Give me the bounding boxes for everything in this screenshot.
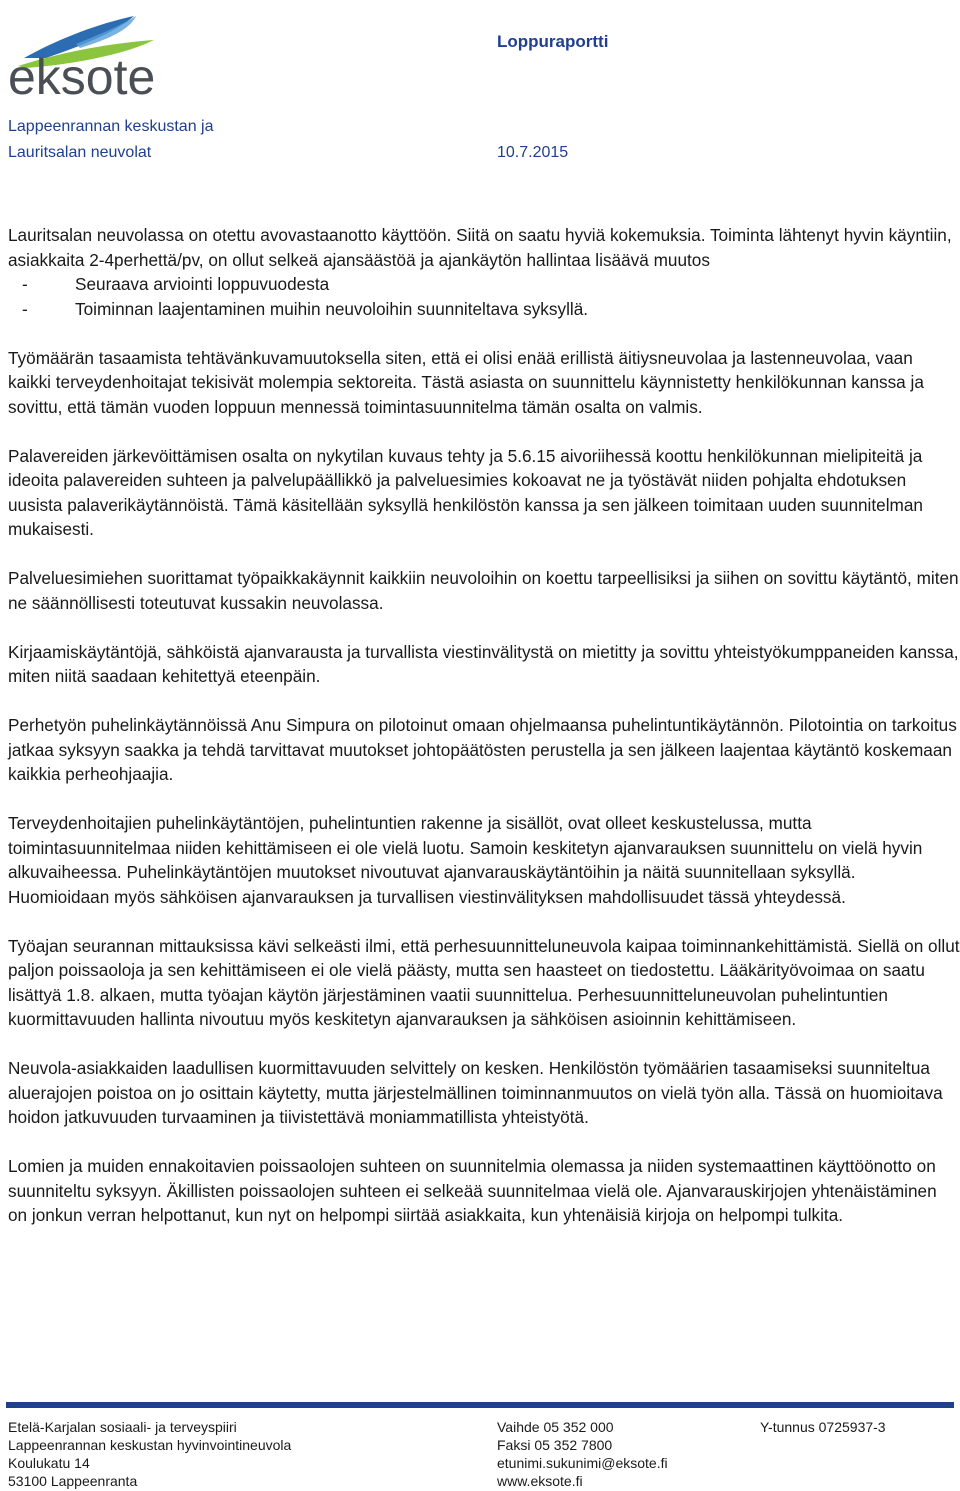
footer-website: www.eksote.fi	[497, 1473, 583, 1489]
footer-email: etunimi.sukunimi@eksote.fi	[497, 1455, 668, 1471]
footer-line: Lappeenrannan keskustan hyvinvointineuvola	[8, 1437, 292, 1453]
document-date: 10.7.2015	[497, 144, 569, 161]
unit-name-line2: Lauritsalan neuvolat	[8, 144, 152, 161]
footer-line: Koulukatu 14	[8, 1455, 90, 1471]
footer-divider	[6, 1402, 954, 1408]
footer-phone: Vaihde 05 352 000	[497, 1419, 614, 1435]
paragraph-palaverit: Palavereiden järkevöittämisen osalta on nykytilan kuvaus tehty ja 5.6.15 aivoriihessä koottu henkilökunnan mielipiteitä ja ideoita palavereiden suhteen ja palvelupäällikkö ja palveluesimies kokoavat ne ja työstävät niiden pohjalta ehdotuksen uusista palaverikäytännöistä. Tämä käsitellään syksyllä henkilöstön kanssa ja sen jälkeen toimitaan uuden suunnitelman mukaisesti.	[8, 445, 923, 539]
paragraph-poissaolot: Lomien ja muiden ennakoitavien poissaolojen suhteen on suunnitelmia olemassa ja niiden systemaattinen käyttöönotto on suunniteltu syksyyn. Äkillisten poissaolojen suhteen ei selkeää suunnitelmaa vielä ole. Ajanvarauskirjojen yhtenäistäminen on jonkun verran helpottanut, kun nyt on helpompi siirtää asiakkaita, kun yhtenäisiä kirjoja on helpompi tulkita.	[8, 1156, 937, 1225]
paragraph-tyoajan-seuranta: Työajan seurannan mittauksissa kävi selkeästi ilmi, että perhesuunnitteluneuvola kaipaa toiminnankehittämistä. Siellä on ollut paljon poissaoloja ja sen kehittämiseen ei ole vielä päästy, mutta sen haasteet on tiedostettu. Lääkärityövoimaa on saatu lisättyä 1.8. alkaen, mutta työajan käytön järjestäminen vaatii suunnittelua. Perhesuunnitteluneuvolan puhelintuntien kuormittavuuden hallinta nivoutuu myös keskitetyn ajanvarauksen ja sähköisen asioinnin kehittämiseen.	[8, 935, 960, 1029]
paragraph-puhelinkaytannot: Terveydenhoitajien puhelinkäytäntöjen, puhelintuntien rakenne ja sisällöt, ovat olleet keskustelussa, mutta toimintasuunnitelmaa niiden kehittämiseen ei ole vielä luotu. Samoin keskitetyn ajanvarauksen suunnittelu on vielä hyvin alkuvaiheessa. Puhelinkäytäntöjen muutokset nivoutuvat ajanvarauskäytäntöihin ja näitä suunnitellaan syksyllä. Huomioidaan myös sähköisen ajanvarauksen ja turvallisen viestinvälityksen mahdollisuudet tässä yhteydessä.	[8, 813, 923, 907]
footer-fax: Faksi 05 352 7800	[497, 1437, 613, 1453]
paragraph-kuormittavuus: Neuvola-asiakkaiden laadullisen kuormittavuuden selvittely on kesken. Henkilöstön työmäärien tasaamiseksi suunniteltua aluerajojen poistoa on jo osittain käytetty, mutta järjestelmällinen toiminnanmuutos on vielä työn alla. Tässä on huomioitava hoidon jatkuvuuden turvaaminen ja tiivistettävä moniammatillista yhteistyötä.	[8, 1058, 943, 1127]
report-body	[8, 223, 960, 1252]
footer-address	[8, 1418, 291, 1490]
unit-name-line1: Lappeenrannan keskustan ja	[8, 118, 214, 135]
footer-line: Y-tunnus 0725937-3	[760, 1419, 886, 1435]
paragraph-avovastaanotto: Lauritsalan neuvolassa on otettu avovastaanotto käyttöön. Siitä on saatu hyviä kokemuksia. Toiminta lähtenyt hyvin käyntiin, asiakkaita 2-4perhettä/pv, on ollut selkeä ajansäästöä ja ajankäytön hallintaa lisäävä muutos	[8, 225, 952, 270]
footer-contact	[497, 1418, 668, 1490]
logo-wordmark: eksote	[8, 49, 156, 105]
bullet-item: - Seuraava arviointi loppuvuodesta	[8, 272, 960, 297]
document-title: Loppuraportti	[497, 32, 609, 51]
bullet-list	[8, 272, 960, 321]
paragraph-kirjaaminen: Kirjaamiskäytäntöjä, sähköistä ajanvarausta ja turvallista viestinvälitystä on mietitty ja sovittu yhteistyökumppaneiden kanssa, miten niitä saadaan kehitettyä eteenpäin.	[8, 641, 959, 686]
paragraph-tyomaara: Työmäärän tasaamista tehtävänkuvamuutoksella siten, että ei olisi enää erillistä äitiysneuvolaa ja lastenneuvolaa, vaan kaikki terveydenhoitajat tekisivät molempia sektoreita. Tästä asiasta on suunnittelu käynnistetty henkilökunnan kanssa ja sovittu, että tämän vuoden loppuun mennessä toimintasuunnitelma tämän osalta on valmis.	[8, 347, 924, 417]
paragraph-perhetyo: Perhetyön puhelinkäytännöissä Anu Simpura on pilotoinut omaan ohjelmaansa puhelintuntikäytännön. Pilotointia on tarkoitus jatkaa syksyyn saakka ja tehdä tarvittavat muutokset johtopäätösten perustella ja sen jälkeen laajentaa käytäntö koskemaan kaikkia perheohjaajia.	[8, 715, 957, 784]
bullet-item: - Toiminnan laajentaminen muihin neuvoloihin suunniteltava syksyllä.	[8, 297, 960, 322]
footer-business-id	[760, 1418, 886, 1436]
paragraph-tyopaikkakaynnit: Palveluesimiehen suorittamat työpaikkakäynnit kaikkiin neuvoloihin on koettu tarpeellisiksi ja siihen on sovittu käytäntö, miten ne säännöllisesti toteutuvat kussakin neuvolassa.	[8, 568, 959, 613]
unit-name	[8, 114, 214, 166]
footer-line: 53100 Lappeenranta	[8, 1473, 138, 1489]
footer-line: Etelä-Karjalan sosiaali- ja terveyspiiri	[8, 1419, 237, 1435]
